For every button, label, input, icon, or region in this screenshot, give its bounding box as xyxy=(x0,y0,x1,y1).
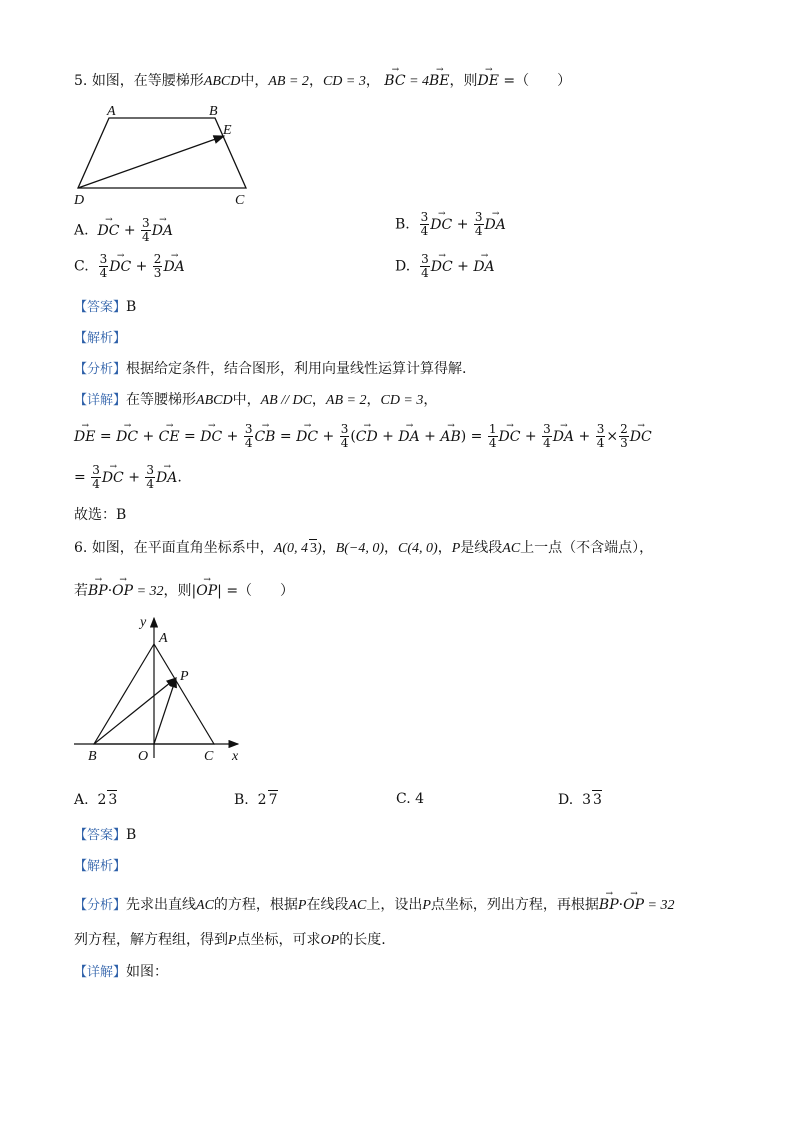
label-x: x xyxy=(232,749,239,764)
q5-derivation-line-2: = $\frac{3}{4}$ → DC + $\frac{3}{4}$ → DA. xyxy=(74,464,182,491)
trapezoid-shape xyxy=(78,118,246,188)
q5-option-b[interactable]: B. $\frac{3}{4}$ → DC + $\frac{3}{4}$ → DA xyxy=(395,211,506,238)
q5-fenxi: 【分析】根据给定条件，结合图形，利用向量线性运算计算得解. xyxy=(74,361,467,377)
label-a: A xyxy=(159,631,168,646)
q5-analysis-heading: 【解析】 xyxy=(74,331,127,346)
q5-xiangjie: 【详解】在等腰梯形ABCD中，AB // DC，AB = 2，CD = 3， xyxy=(74,392,438,408)
q5-option-d[interactable]: D. $\frac{3}{4}$ → DC + → DA xyxy=(395,253,495,280)
vector-bp-arrow xyxy=(94,678,176,744)
q5-choice: 故选：B xyxy=(74,507,127,523)
label-o: O xyxy=(138,749,149,764)
q6-fenxi-line-1: 【分析】先求出直线AC的方程，根据P在线段AC上，设出P点坐标，列出方程，再根据→ BP·→ OP = 32 xyxy=(74,896,674,915)
q5-option-c[interactable]: C. $\frac{3}{4}$ → DC + $\frac{2}{3}$ → DA xyxy=(74,253,185,280)
vector-de-arrow xyxy=(78,136,224,188)
q6-option-b[interactable]: B. 2 7 xyxy=(234,792,278,808)
q6-coordinate-figure xyxy=(70,612,250,768)
vector-op-arrow xyxy=(154,678,176,744)
q5-stem: 5. 如图，在等腰梯形ABCD中，AB = 2，CD = 3， → BC = 4→ BE，则→ DE =（ ） xyxy=(74,72,571,91)
q6-answer: 【答案】B xyxy=(74,827,137,843)
q5-option-a[interactable]: A. → DC + $\frac{3}{4}$ → DA xyxy=(74,217,173,244)
label-c: C xyxy=(235,193,245,208)
label-a: A xyxy=(107,104,116,119)
q6-stem-line-1: 6. 如图，在平面直角坐标系中，A(0, 4 3)，B(−4, 0)，C(4, 0)，P是线段AC上一点（不含端点）， xyxy=(74,540,654,556)
q5-answer: 【答案】B xyxy=(74,299,137,315)
label-e: E xyxy=(223,123,232,138)
label-c: C xyxy=(204,749,214,764)
q5-trapezoid-figure xyxy=(72,100,262,208)
q6-option-d[interactable]: D. 3 3 xyxy=(558,792,602,808)
q6-analysis-heading: 【解析】 xyxy=(74,859,127,874)
q6-option-a[interactable]: A. 2 3 xyxy=(74,792,118,808)
q6-fenxi-line-2: 列方程，解方程组，得到P点坐标，可求OP的长度. xyxy=(74,932,386,948)
label-d: D xyxy=(74,193,85,208)
label-b: B xyxy=(88,749,97,764)
q6-stem-line-2: 若→ BP·→ OP = 32，则|→ OP| =（ ） xyxy=(74,582,294,601)
label-b: B xyxy=(209,104,218,119)
q6-option-c[interactable]: C. 4 xyxy=(396,791,425,807)
q6-xiangjie: 【详解】如图： xyxy=(74,964,169,980)
label-p: P xyxy=(180,669,189,684)
label-y: y xyxy=(140,615,147,630)
q5-derivation-line-1: → DE = → DC + → CE = → DC + $\frac{3}{4}$ → CB = → DC + $\frac{3}{4}$ (→ CD + → DA + → AB) = $\frac{1}{4}$ → DC + $\frac{3}{4}$ → DA + $\frac{3}{4}$ × $\frac{2}{3}$ → DC xyxy=(74,423,652,450)
